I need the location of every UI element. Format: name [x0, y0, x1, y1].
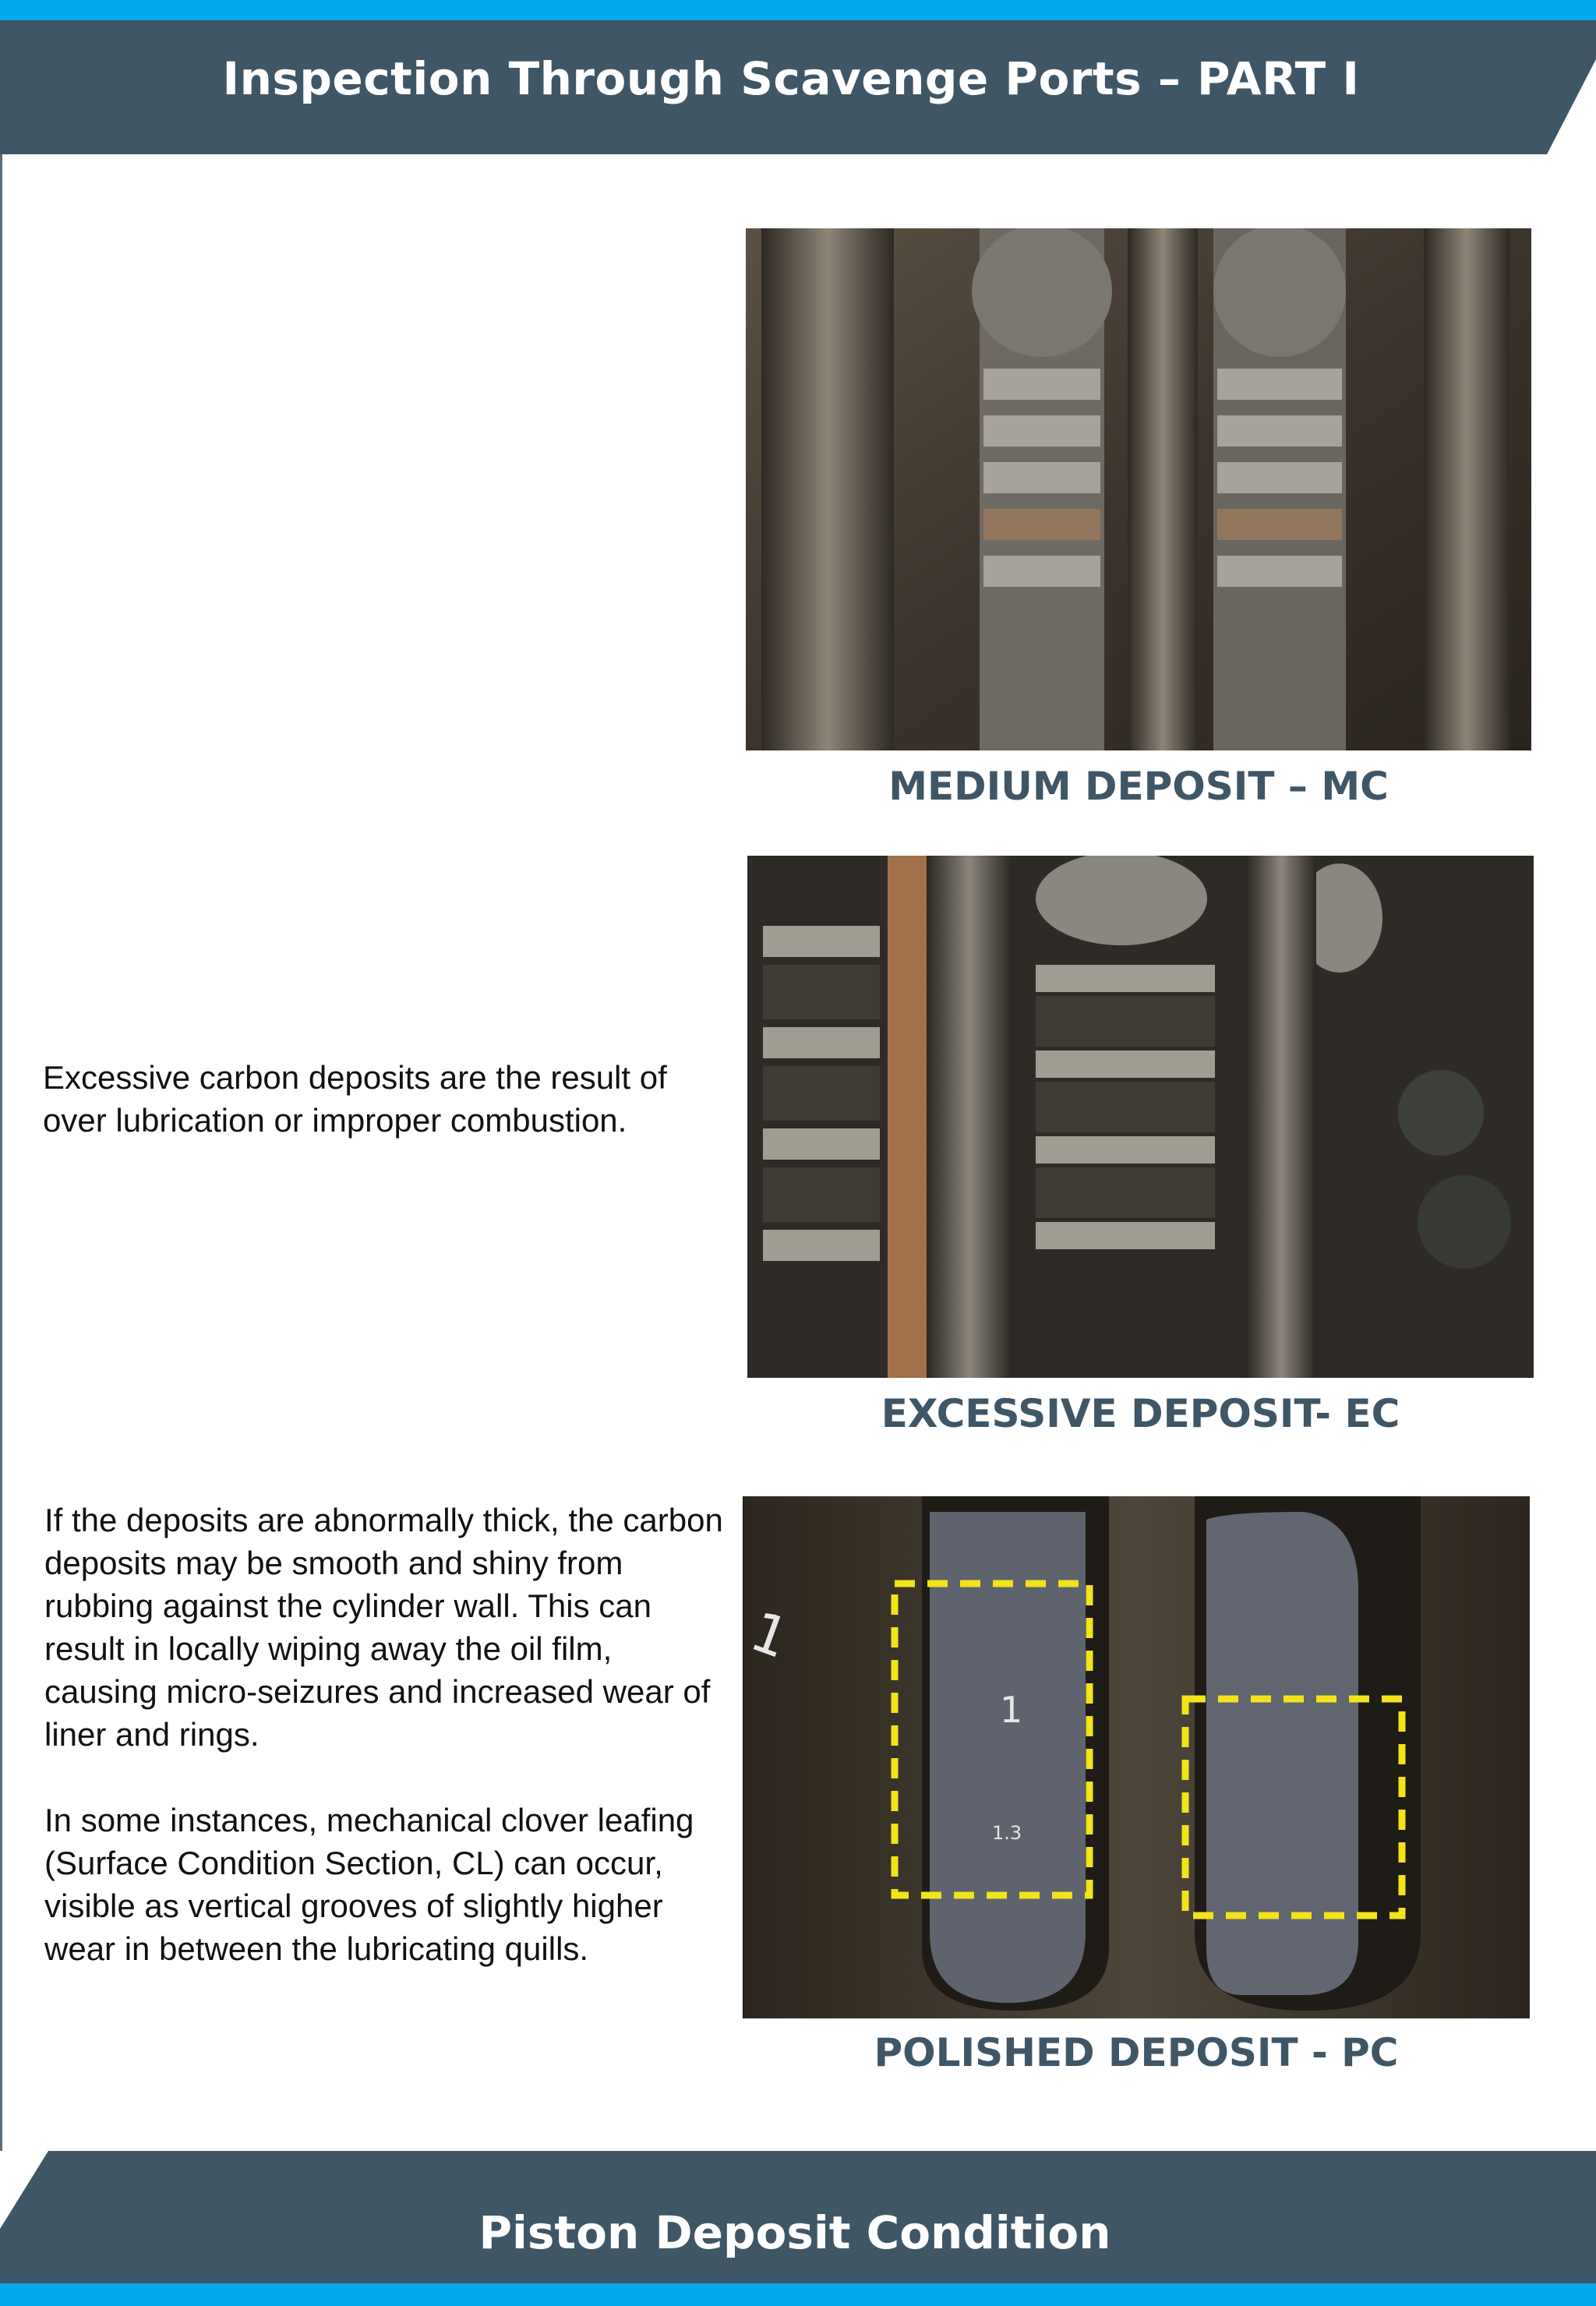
port-mark: 1	[743, 1598, 797, 1672]
polished-deposit-description-1: If the deposits are abnormally thick, the carbon deposits may be smooth and shiny from rubbing against the cylinder wall. This can result in locally wiping away the oil film, causing micro-seizures and increased wear of liner and rings.	[44, 1502, 723, 1753]
top-accent-stripe	[0, 0, 1596, 20]
polished-deposit-caption: POLISHED DEPOSIT - PC	[874, 2030, 1399, 2075]
polished-deposit-photo	[743, 1496, 1530, 2018]
photo-mark-2: 1.3	[992, 1822, 1022, 1844]
excessive-deposit-photo	[747, 856, 1534, 1378]
polished-deposit-description-2: In some instances, mechanical clover leafing (Surface Condition Section, CL) can occur, visible as vertical grooves of slightly higher wear in between the lubricating quills.	[44, 1802, 694, 1967]
excessive-deposit-description: Excessive carbon deposits are the result of over lubrication or improper combustion.	[43, 1059, 667, 1139]
footer-title: Piston Deposit Condition	[478, 2206, 1111, 2259]
medium-deposit-photo	[746, 228, 1531, 750]
bottom-accent-stripe	[0, 2283, 1596, 2306]
medium-deposit-caption: MEDIUM DEPOSIT – MC	[888, 764, 1389, 809]
page-title: Inspection Through Scavenge Ports – PART I	[222, 52, 1360, 105]
left-border	[0, 154, 2, 2151]
excessive-deposit-caption: EXCESSIVE DEPOSIT- EC	[881, 1391, 1400, 1436]
photo-mark-1: 1	[1000, 1689, 1023, 1731]
